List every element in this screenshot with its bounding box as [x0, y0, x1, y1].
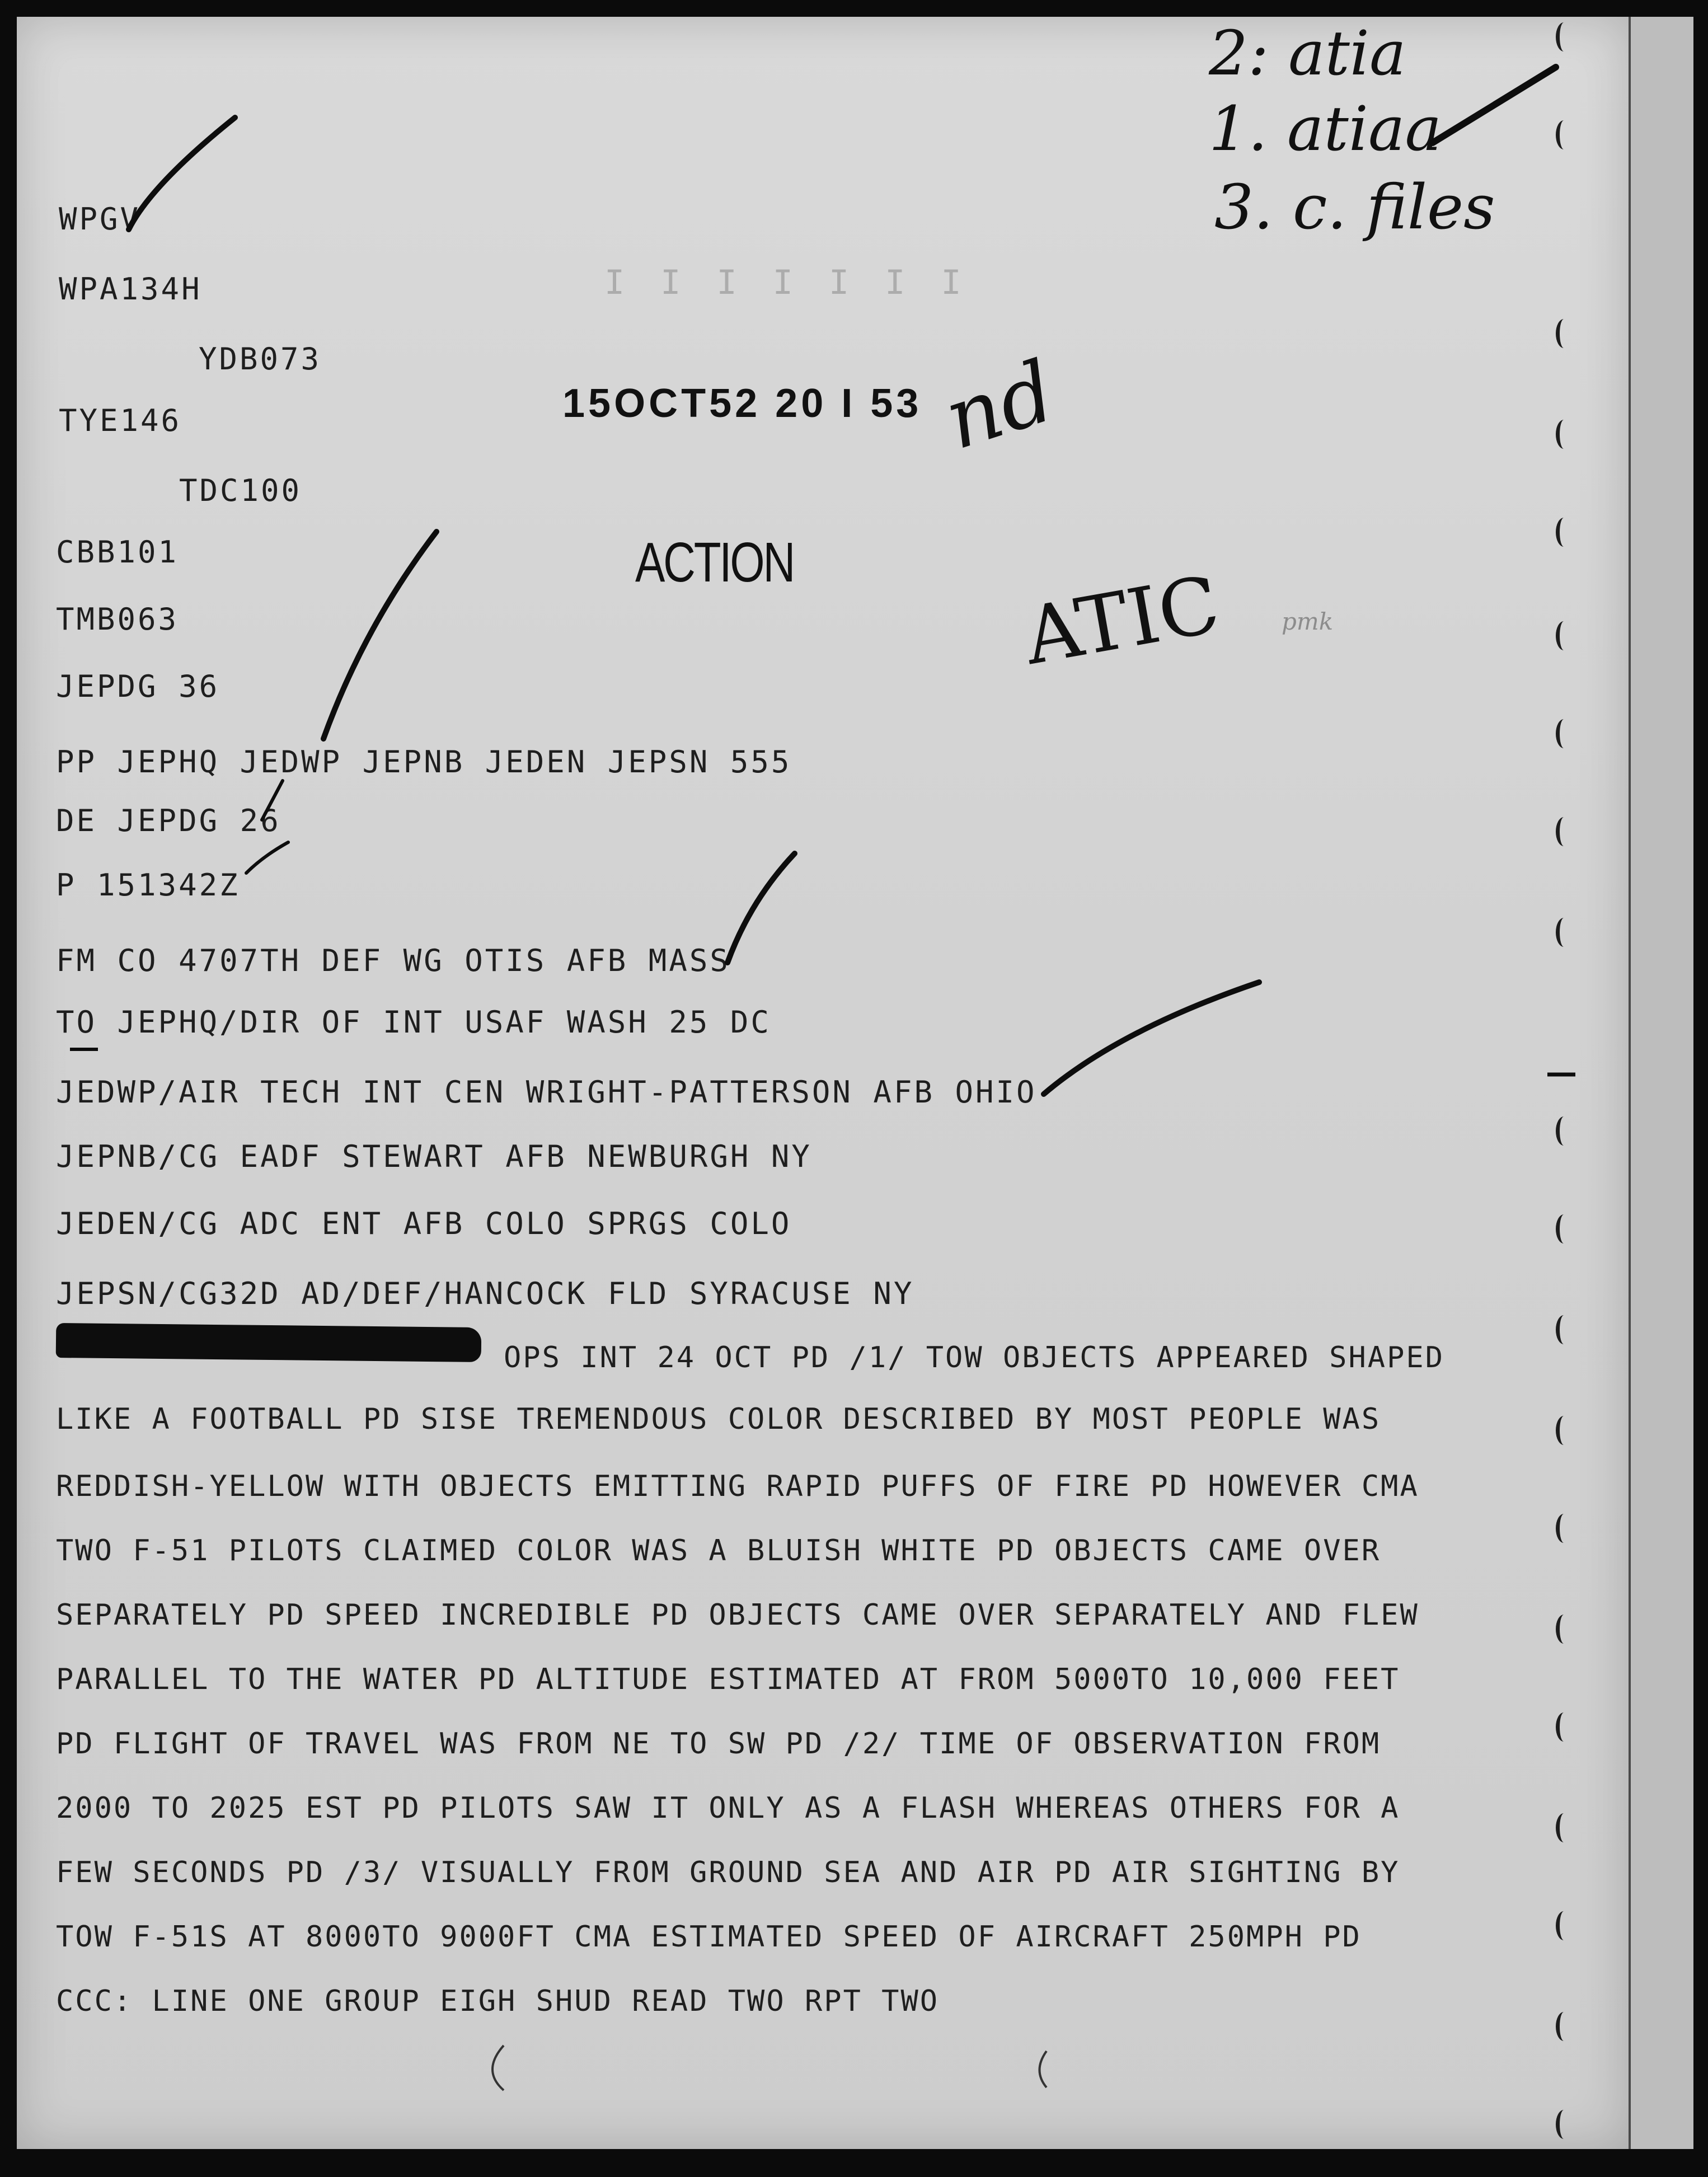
from-line: FM CO 4707TH DEF WG OTIS AFB MASS: [56, 943, 730, 978]
handwritten-initial: nd: [933, 342, 1066, 469]
check-mark: [246, 842, 288, 873]
check-mark: [1433, 67, 1556, 143]
faint-paren-mark: [492, 2045, 504, 2090]
check-mark: [323, 532, 437, 739]
message-body-line: TWO F-51 PILOTS CLAIMED COLOR WAS A BLUISH WHITE PD OBJECTS CAME OVER: [56, 1534, 1381, 1568]
faint-pencil-note: pmk: [1282, 608, 1334, 635]
faint-stamp: I I I I I I I: [604, 263, 969, 302]
routing-line: WPA134H: [59, 271, 202, 307]
message-body-line: REDDISH-YELLOW WITH OBJECTS EMITTING RAPID PUFFS OF FIRE PD HOWEVER CMA: [56, 1470, 1419, 1503]
to-line: JEDWP/AIR TECH INT CEN WRIGHT-PATTERSON AFB OHIO: [56, 1075, 1037, 1110]
check-mark: [1044, 982, 1259, 1094]
routing-line: TMB063: [56, 602, 179, 637]
received-time-stamp: 15OCT52 20 I 53: [562, 381, 922, 426]
message-body-line: PARALLEL TO THE WATER PD ALTITUDE ESTIMATED AT FROM 5000TO 10,000 FEET: [56, 1663, 1400, 1696]
handwritten-routing-note: 1. atiaa: [1209, 93, 1442, 165]
message-body-line: TOW F-51S AT 8000TO 9000FT CMA ESTIMATED SPEED OF AIRCRAFT 250MPH PD: [56, 1920, 1362, 1954]
message-body-line: PD FLIGHT OF TRAVEL WAS FROM NE TO SW PD /2/ TIME OF OBSERVATION FROM: [56, 1727, 1381, 1761]
routing-line: CBB101: [56, 534, 179, 570]
message-body-line: LIKE A FOOTBALL PD SISE TREMENDOUS COLOR DESCRIBED BY MOST PEOPLE WAS: [56, 1402, 1381, 1436]
message-body-line: FEW SECONDS PD /3/ VISUALLY FROM GROUND SEA AND AIR PD AIR SIGHTING BY: [56, 1856, 1400, 1889]
routing-line: DE JEPDG 26: [56, 803, 281, 838]
handwritten-routing-note: 3. c. files: [1214, 171, 1495, 243]
message-body-line: CCC: LINE ONE GROUP EIGH SHUD READ TWO RPT TWO: [56, 1984, 940, 2018]
faint-paren-mark: [1040, 2051, 1047, 2087]
to-line: TO JEPHQ/DIR OF INT USAF WASH 25 DC: [56, 1005, 771, 1040]
routing-line: PP JEPHQ JEDWP JEPNB JEDEN JEPSN 555: [56, 744, 792, 780]
to-line: JEPNB/CG EADF STEWART AFB NEWBURGH NY: [56, 1139, 812, 1174]
check-mark: [129, 118, 235, 229]
check-mark: [728, 853, 795, 963]
routing-line: TYE146: [59, 403, 182, 438]
date-time-group: P 151342Z: [56, 867, 240, 903]
message-body-line: 2000 TO 2025 EST PD PILOTS SAW IT ONLY AS A FLASH WHEREAS OTHERS FOR A: [56, 1791, 1400, 1825]
handwritten-atic: ATIC: [1017, 559, 1226, 683]
routing-line: TDC100: [179, 473, 302, 508]
handwritten-routing-note: 2: atia: [1209, 17, 1406, 89]
message-body-line: OPS INT 24 OCT PD /1/ TOW OBJECTS APPEARED SHAPED: [504, 1341, 1445, 1374]
action-stamp: ACTION: [635, 531, 794, 594]
message-body-line: SEPARATELY PD SPEED INCREDIBLE PD OBJECTS CAME OVER SEPARATELY AND FLEW: [56, 1598, 1419, 1632]
routing-line: YDB073: [199, 341, 322, 377]
to-line: JEPSN/CG32D AD/DEF/HANCOCK FLD SYRACUSE NY: [56, 1276, 914, 1311]
routing-line: JEPDG 36: [56, 669, 220, 704]
check-mark: [262, 781, 283, 820]
to-line: JEDEN/CG ADC ENT AFB COLO SPRGS COLO: [56, 1206, 792, 1241]
routing-line: WPGV: [59, 201, 141, 237]
